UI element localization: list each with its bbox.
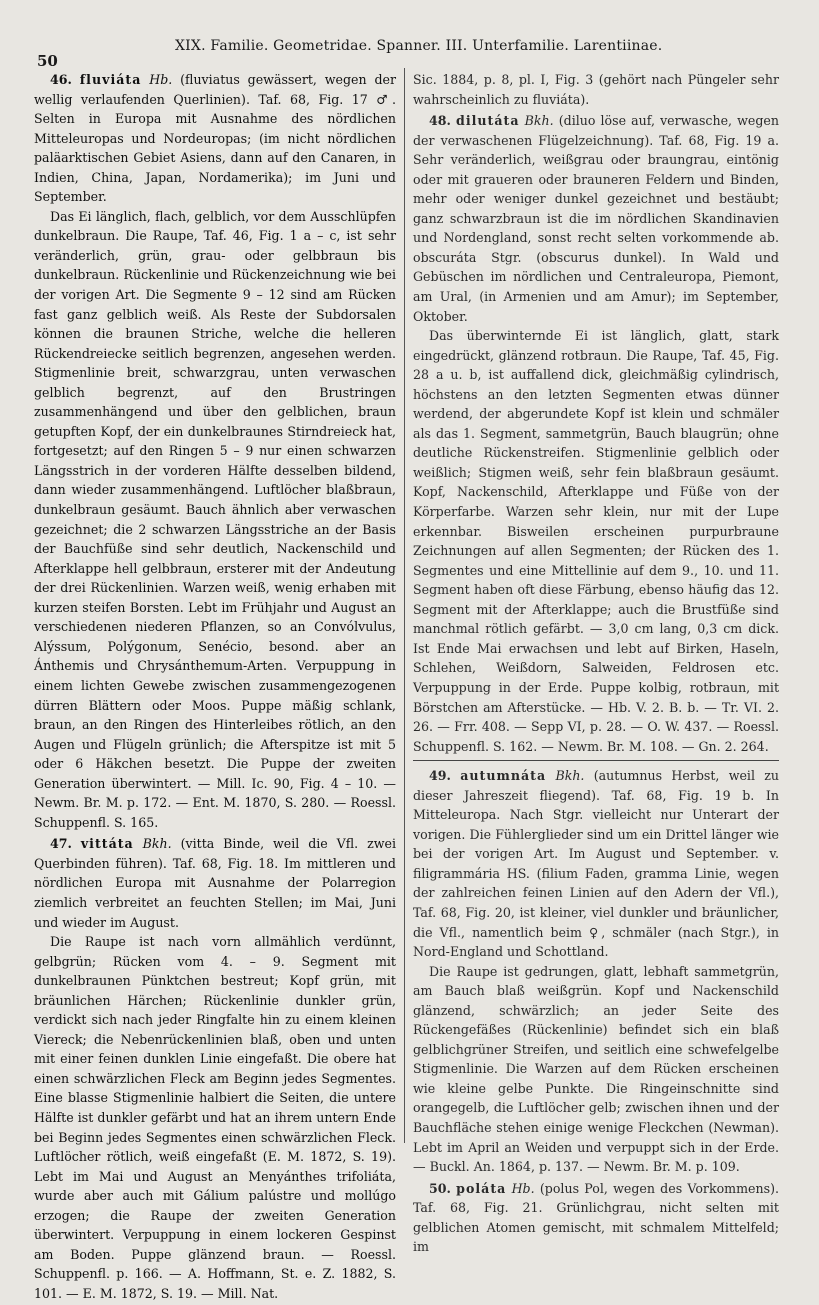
- entry-50: [413, 1179, 779, 1257]
- entry-47: [34, 834, 396, 1303]
- entry-number: 50.: [429, 1180, 451, 1196]
- entry-number: 46.: [50, 72, 72, 87]
- entry-50-intro: [413, 1179, 779, 1257]
- right-column: [413, 70, 779, 1259]
- entry-48-intro: [413, 111, 779, 326]
- entry-48-larva: Das überwinternde Ei ist länglich, glatt, stark eingedrückt, glänzend rotbraun. Die Raupe, Taf. 45, Fig. 28 a u. b, ist auffallend dick, gleichmäßig cylindrisch, höchstens an den letzten Segmenten etwas dünner werdend, der abgerundete Kopf ist klein und schmäler als das 1. Segment, sammetgrün, Bauch blaugrün; ohne deutliche Rückenstreifen. Stigmenlinie gelblich oder weißlich; Stigmen weiß, sehr fein blaßbraun gesäumt. Kopf, Nackenschild, Afterklappe und Füße von der Körperfarbe. Warzen sehr klein, nur mit der Lupe erkennbar. Bisweilen erscheinen purpurbraune Zeichnungen auf allen Segmenten; der Rücken des 1. Segmentes und eine Mittellinie auf dem 9., 10. und 11. Segment haben oft diese Färbung, ebenso häufig das 12. Segment mit der Afterklappe; auch die Brustfüße sind manchmal rötlich gefärbt. — 3,0 cm lang, 0,3 cm dick. Ist Ende Mai erwachsen und lebt auf Birken, Haseln, Schlehen, Weißdorn, Salweiden, Feldrosen etc. Verpuppung in der Erde. Puppe kolbig, rotbraun, mit Börstchen am Afterstücke. — Hb. V. 2. B. b. — Tr. VI. 2. 26. — Frr. 408. — Sepp VI, p. 28. — O. W. 437. — Roessl. Schuppenfl. S. 162. — Newm. Br. M. 108. — Gn. 2. 264.: [413, 328, 779, 754]
- entry-separator: [413, 760, 779, 761]
- entry-47-larva: Die Raupe ist nach vorn allmählich verdünnt, gelbgrün; Rücken vom 4. – 9. Segment mit dunkelbraunen Pünktchen bestreut; Kopf grün, mit bräunlichen Härchen; Rückenlinie dunkler grün, verdickt sich nach jeder Ringfalte hin zu einem kleinen Viereck; die Nebenrückenlinien blaß, oben und unten mit einer feinen dunklen Linie eingefaßt. Die obere hat einen schwärzlichen Fleck am Beginn jedes Segmentes. Eine blasse Stigmenlinie halbiert die Seiten, die untere Hälfte ist dunkler gefärbt und hat an ihrem untern Ende bei Beginn jedes Segmentes einen schwärzlichen Fleck. Luftlöcher rötlich, weiß eingefaßt (E. M. 1872, S. 19). Lebt im Mai und August an Menyánthes trifoliáta, wurde aber auch mit Gálium palústre und mollúgo erzogen; die Raupe der zweiten Generation überwintert. Verpuppung in einem lockeren Gespinst am Boden. Puppe glänzend braun. — Roessl. Schuppenfl. p. 166. — A. Hoffmann, St. e. Z. 1882, S. 101. — E. M. 1872, S. 19. — Mill. Nat.: [34, 934, 396, 1301]
- species-author: Hb.: [511, 1180, 535, 1196]
- entry-47-intro: [34, 834, 396, 932]
- entry-text: (diluo löse auf, verwasche, wegen der verwaschenen Flügelzeichnung). Taf. 68, Fig. 19 a. Sehr veränderlich, weißgrau oder braungrau, eintönig oder mit graueren oder brauneren Feldern und Binden, mehr oder weniger dunkel gezeichnet und bestäubt; ganz schwarzbraun ist die im nördlichen Skandinavien und Nordengland, sonst recht selten vorkommende ab. obscuráta Stgr. (obscurus dunkel). In Wald und Gebüschen im nördlichen und Centraleuropa, Piemont, am Ural, (in Armenien und am Amur); im September, Oktober.: [413, 113, 779, 324]
- species-author: Bkh.: [555, 768, 585, 784]
- entry-text: (fluviatus gewässert, wegen der wellig verlaufenden Querlinien). Taf. 68, Fig. 17 ♂. Selten in Europa mit Ausnahme des nördlichen Mitteleuropas und Nordeuropas; (im nicht nördlichen paläarktischen Gebiet Asiens, dann auf den Canaren, in Indien, China, Japan, Nordamerika); im Juni und September.: [34, 72, 396, 205]
- continuation: [413, 70, 779, 109]
- species-name: fluviáta: [79, 72, 142, 87]
- entry-number: 49.: [429, 768, 451, 784]
- entry-46-intro: [34, 70, 396, 207]
- running-head: XIX. Familie. Geometridae. Spanner. III. Unterfamilie. Larentiinae.: [175, 38, 663, 54]
- species-author: Bkh.: [524, 113, 554, 129]
- entry-text: (vitta Binde, weil die Vfl. zwei Querbinden führen). Taf. 68, Fig. 18. Im mittleren und nördlichen Europa mit Ausnahme der Polarregion ziemlich verbreitet an feuchten Stellen; im Mai, Juni und wieder im August.: [34, 836, 396, 930]
- entry-49-intro: [413, 766, 779, 961]
- species-name: autumnáta: [460, 768, 547, 784]
- species-name: poláta: [456, 1180, 507, 1196]
- entry-number: 47.: [50, 836, 72, 852]
- entry-46-larva: Das Ei länglich, flach, gelblich, vor dem Ausschlüpfen dunkelbraun. Die Raupe, Taf. 46, Fig. 1 a – c, ist sehr veränderlich, grün, grau- oder gelbbraun bis dunkelbraun. Rückenlinie und Rückenzeichnung wie bei der vorigen Art. Die Segmente 9 – 12 sind am Rücken fast ganz gelblich weiß. Als Reste der Subdorsalen können die braunen Striche, welche die helleren Rückendreiecke seitlich begrenzen, angesehen werden. Stigmenlinie breit, schwarzgrau, unten verwaschen gelblich begrenzt, auf den Brustringen zusammenhängend und über den gelblichen, braun getupften Kopf, der ein dunkelbraunes Stirndreieck hat, fortgesetzt; auf den Ringen 5 – 9 nur einen schwarzen Längsstrich in der vorderen Hälfte desselben bildend, dann wieder zusammenhängend. Luftlöcher blaßbraun, dunkelbraun gesäumt. Bauch ähnlich aber verwaschen gezeichnet; die 2 schwarzen Längsstriche an der Basis der Bauchfüße sind sehr deutlich, Nackenschild und Afterklappe hell gelbbraun, ersterer mit der Andeutung der drei Rückenlinien. Warzen weiß, wenig erhaben mit kurzen steifen Borsten. Lebt im Frühjahr und August an verschiedenen niederen Pflanzen, so an Convólvulus, Alýssum, Polýgonum, Senécio, besond. aber an Ánthemis und Chrysánthemum-Arten. Verpuppung in einem lichten Gewebe zwischen zusammengezogenen dürren Blättern oder Moos. Puppe mäßig schlank, braun, an den Ringen des Hinterleibes rötlich, an den Augen und Flügeln grünlich; die Afterspitze ist mit 5 oder 6 Häkchen besetzt. Die Puppe der zweiten Generation überwintert. — Mill. Ic. 90, Fig. 4 – 10. — Newm. Br. M. p. 172. — Ent. M. 1870, S. 280. — Roessl. Schuppenfl. S. 165.: [34, 208, 396, 830]
- continuation-text: Sic. 1884, p. 8, pl. I, Fig. 3 (gehört nach Püngeler sehr wahrscheinlich zu fluviáta).: [413, 72, 779, 107]
- entry-text: (autumnus Herbst, weil zu dieser Jahreszeit fliegend). Taf. 68, Fig. 19 b. In Mitteleuropa. Nach Stgr. vielleicht nur Unterart der vorigen. Die Fühlerglieder sind um ein Drittel länger wie bei der vorigen Art. Im August und September. v. filigrammária HS. (filium Faden, gramma Linie, wegen der zahlreichen feinen Linien auf den Adern der Vfl.), Taf. 68, Fig. 20, ist kleiner, viel dunkler und bräunlicher, die Vfl., namentlich beim ♀, schmäler (nach Stgr.), in Nord-England und Schottland.: [413, 768, 780, 960]
- page-number: 50: [37, 52, 58, 70]
- left-column: [34, 70, 396, 1305]
- species-author: Hb.: [149, 72, 173, 87]
- entry-48: [413, 111, 779, 756]
- entry-text: (polus Pol, wegen des Vorkommens). Taf. 68, Fig. 21. Grünlichgrau, nicht selten mit gelblichen Atomen gemischt, mit schmalem Mittelfeld; im: [413, 1180, 779, 1255]
- species-author: Bkh.: [142, 836, 172, 852]
- entry-49-larva: Die Raupe ist gedrungen, glatt, lebhaft sammetgrün, am Bauch blaß weißgrün. Kopf und Nackenschild glänzend, schwärzlich; an jeder Seite des Rückengefäßes (Rückenlinie) befindet sich ein blaß gelblichgrüner Streifen, und seitlich eine schwefelgelbe Stigmenlinie. Die Warzen auf dem Rücken erscheinen wie kleine gelbe Punkte. Die Ringeinschnitte sind orangegelb, die Luftlöcher gelb; zwischen ihnen und der Bauchfläche stehen einige wenige Fleckchen (Newman). Lebt im April an Weiden und verpuppt sich in der Erde. — Buckl. An. 1864, p. 137. — Newm. Br. M. p. 109.: [413, 963, 779, 1175]
- species-name: dilutáta: [456, 113, 520, 129]
- species-name: vittáta: [80, 836, 134, 852]
- entry-49: [413, 766, 779, 1176]
- entry-46: [34, 70, 396, 832]
- column-rule: [404, 68, 405, 1143]
- entry-number: 48.: [429, 113, 451, 129]
